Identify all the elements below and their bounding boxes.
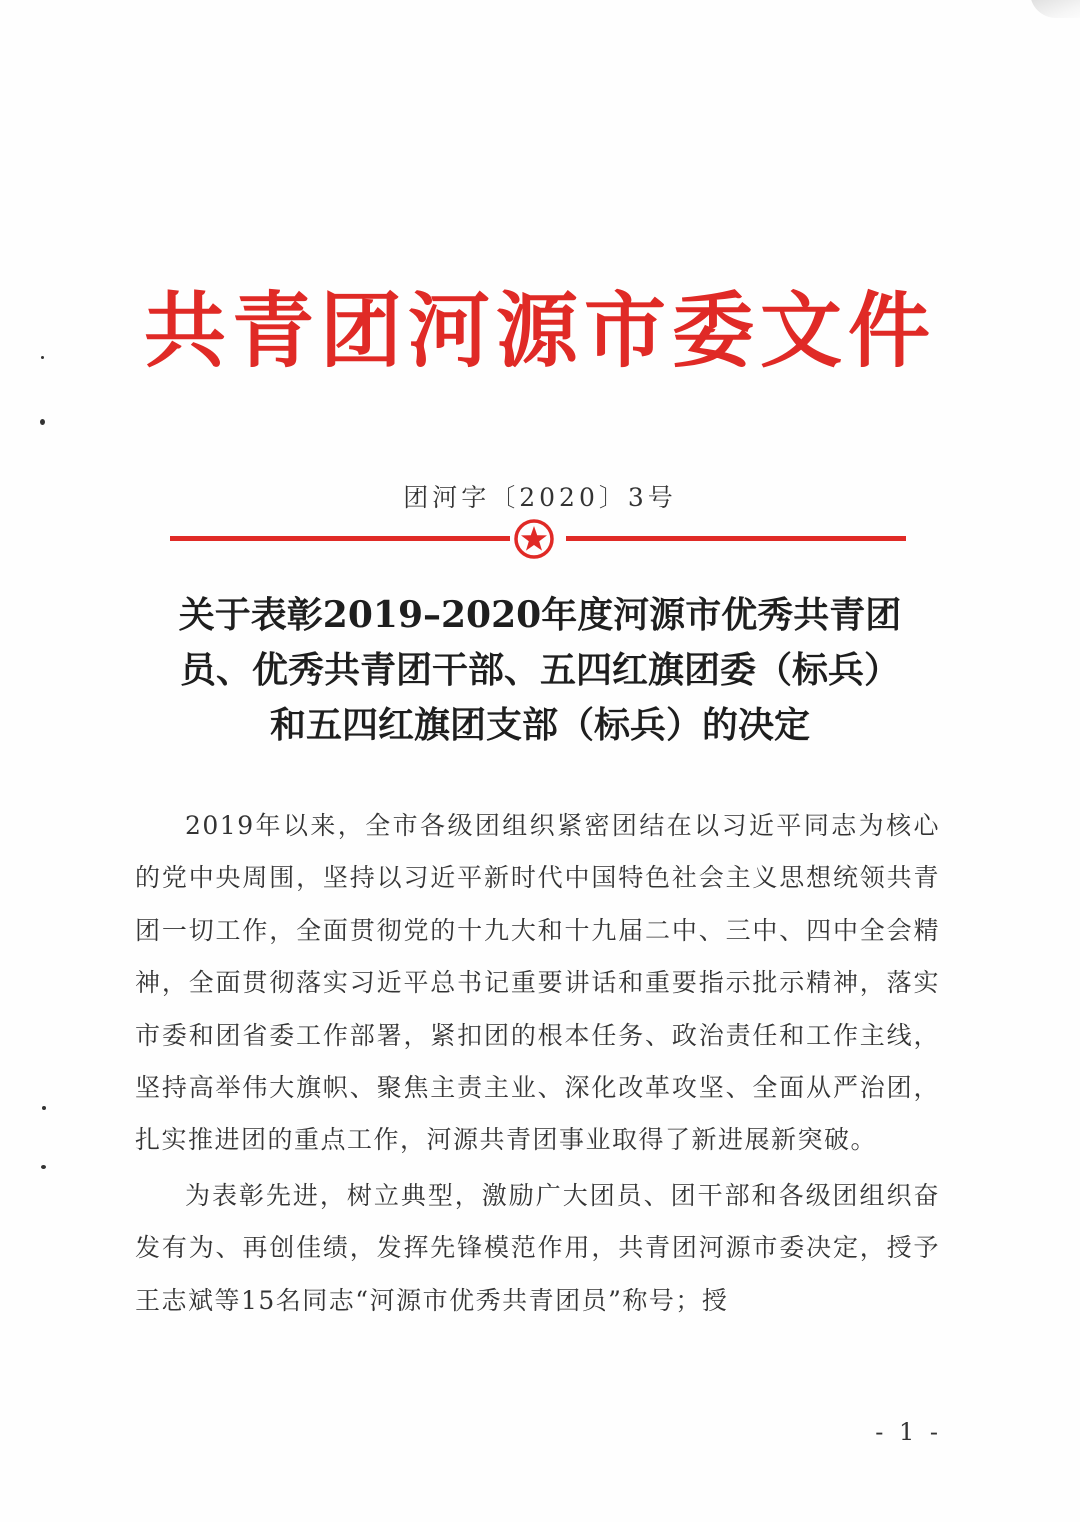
scan-speck <box>40 419 45 425</box>
scan-corner-fold <box>1030 0 1080 18</box>
document-body <box>135 800 940 1327</box>
title-line: 关于表彰2019–2020年度河源市优秀共青团 <box>178 594 902 636</box>
body-paragraph: 2019年以来，全市各级团组织紧密团结在以习近平同志为核心的党中央周围，坚持以习近平新时代中国特色社会主义思想统领共青团一切工作，全面贯彻党的十九大和十九届二中、三中、四中全会精神，全面贯彻落实习近平总书记重要讲话和重要指示批示精神，落实市委和团省委工作部署，紧扣团的根本任务、政治责任和工作主线，坚持高举伟大旗帜、聚焦主责主业、深化改革攻坚、全面从严治团，扎实推进团的重点工作，河源共青团事业取得了新进展新突破。 <box>135 811 940 1155</box>
body-paragraph: 为表彰先进，树立典型，激励广大团员、团干部和各级团组织奋发有为、再创佳绩，发挥先锋模范作用，共青团河源市委决定，授予王志斌等15名同志“河源市优秀共青团员”称号；授 <box>135 1180 940 1315</box>
red-star-emblem-icon <box>513 518 555 560</box>
page-number: - 1 - <box>875 1418 942 1446</box>
title-line: 员、优秀共青团干部、五四红旗团委（标兵） <box>179 649 900 691</box>
document-number: 团河字〔2020〕3号 <box>403 483 677 512</box>
red-rule-left <box>170 536 510 541</box>
title-line: 和五四红旗团支部（标兵）的决定 <box>269 704 810 746</box>
red-rule-right <box>566 536 906 541</box>
masthead-title: 共青团河源市委文件 <box>143 283 936 379</box>
scan-speck <box>42 1106 46 1110</box>
document-title <box>130 588 950 753</box>
scan-speck <box>41 1165 46 1169</box>
